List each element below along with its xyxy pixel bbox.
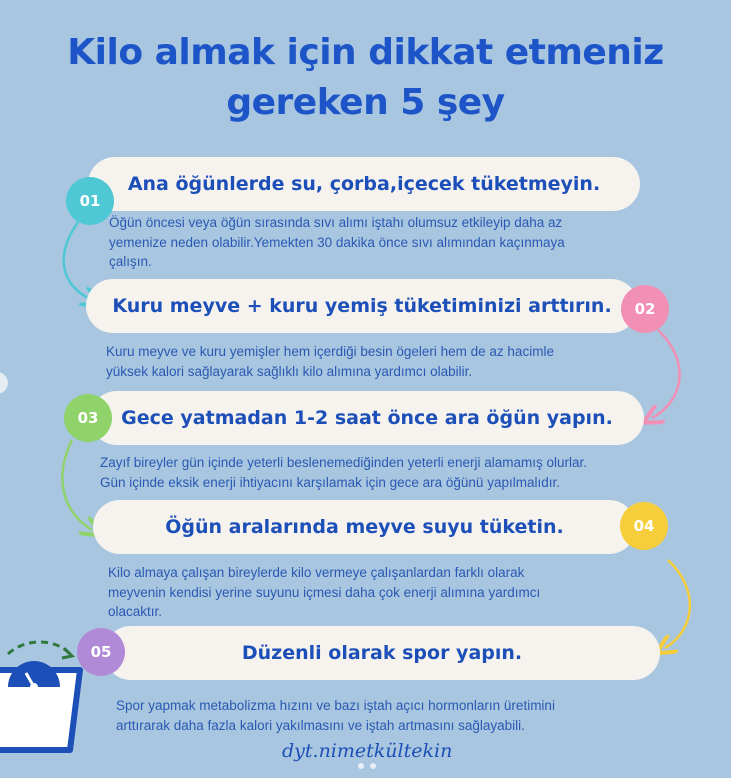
carousel-dots[interactable] [358, 763, 376, 769]
carousel-dot[interactable] [358, 763, 364, 769]
item-01-heading: Ana öğünlerde su, çorba,içecek tüketmeyin. [127, 173, 601, 195]
item-04-heading-pill [93, 500, 636, 554]
item-02-description: Kuru meyve ve kuru yemişler hem içerdiği besin ögeleri hem de az hacimle yüksek kalori sağlayarak sağlıklı kilo alımına yardımcı olabilir. [106, 344, 554, 379]
item-05-badge: 05 [77, 628, 125, 676]
arrow-02-to-03 [652, 330, 680, 418]
title-line-2: gereken 5 şey [226, 82, 505, 123]
item-02-badge: 02 [621, 285, 669, 333]
item-03-description: Zayıf bireyler gün içinde yeterli beslenemediğinden yeterli enerji alamamış olurlar. Gün içinde eksik enerji ihtiyacını karşılamak için gece ara öğünü yapılmalıdır. [100, 455, 587, 490]
arrow-03-to-04 [62, 440, 92, 530]
arrow-04-to-05 [665, 560, 690, 648]
item-02-heading: Kuru meyve + kuru yemiş tüketiminizi arttırın. [112, 295, 612, 317]
carousel-dot[interactable] [370, 763, 376, 769]
item-05-heading: Düzenli olarak spor yapın. [241, 642, 523, 664]
item-01-description: Öğün öncesi veya öğün sırasında sıvı alımı iştahı olumsuz etkileyip daha az yemenize neden olabilir.Yemekten 30 dakika önce sıvı alımından kaçınmaya çalışın. [109, 215, 565, 269]
arrow-01-to-02 [64, 222, 92, 300]
item-01-badge: 01 [66, 177, 114, 225]
item-01-heading-pill [88, 157, 640, 211]
item-04-heading: Öğün aralarında meyve suyu tüketin. [165, 516, 564, 538]
item-05-description: Spor yapmak metabolizma hızını ve bazı iştah açıcı hormonların üretimini arttırarak daha fazla kalori yakılmasını ve iştah artmasını sağlayabili. [116, 698, 555, 733]
item-05-heading-pill [104, 626, 660, 680]
item-04-description: Kilo almaya çalışan bireylerde kilo vermeye çalışanlardan farklı olarak meyvenin kendisi yerine suyunu içmesi daha çok enerji alımına yardımcı olacaktır. [108, 565, 541, 619]
item-04-badge: 04 [620, 502, 668, 550]
item-03-badge: 03 [64, 394, 112, 442]
item-02-heading-pill [86, 279, 638, 333]
author-signature: dyt.nimetkültekin [282, 740, 453, 762]
item-03-heading-pill [90, 391, 644, 445]
item-03-heading: Gece yatmadan 1-2 saat önce ara öğün yapın. [121, 407, 613, 429]
title-line-1: Kilo almak için dikkat etmeniz [67, 32, 664, 73]
